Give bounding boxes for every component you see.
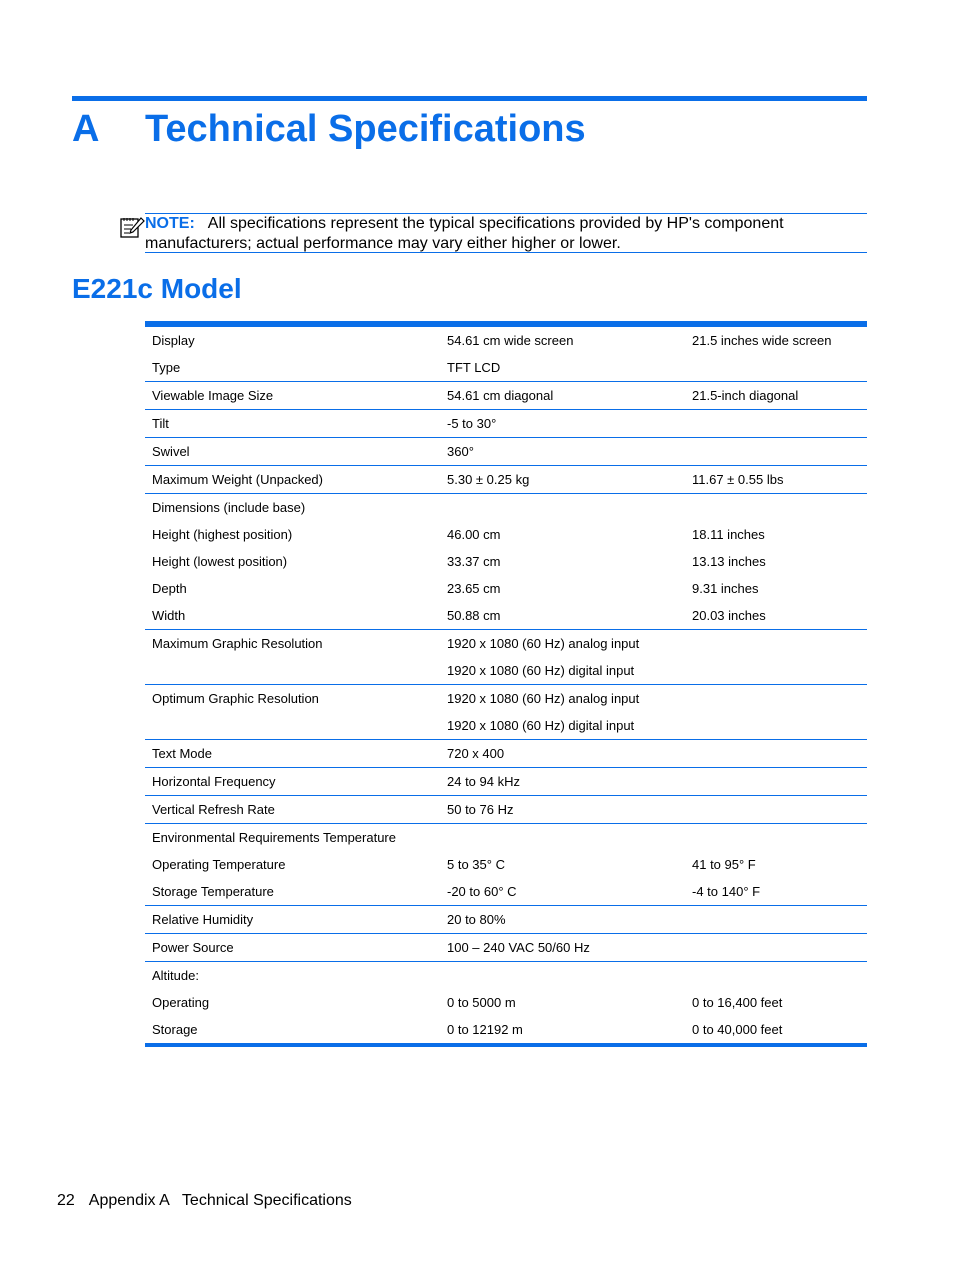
spec-imperial-cell xyxy=(685,685,867,740)
spec-imperial-value: 13.13 inches xyxy=(692,554,766,569)
chapter-title: Technical Specifications xyxy=(145,108,586,150)
spec-label xyxy=(152,712,440,739)
spec-imperial-cell xyxy=(685,324,867,382)
spec-imperial-cell xyxy=(685,438,867,466)
spec-metric-value: 720 x 400 xyxy=(447,746,505,761)
spec-group xyxy=(145,768,867,796)
spec-imperial-value: 21.5-inch diagonal xyxy=(692,388,799,403)
spec-label: Type xyxy=(152,360,181,375)
spec-label: Operating xyxy=(152,995,210,1010)
spec-label-cell xyxy=(145,382,440,410)
spec-label: Depth xyxy=(152,581,187,596)
spec-label: Relative Humidity xyxy=(152,912,254,927)
spec-metric-value: 24 to 94 kHz xyxy=(447,774,520,789)
spec-imperial-value xyxy=(692,438,867,465)
chapter-heading xyxy=(72,106,586,152)
spec-imperial-value: 41 to 95° F xyxy=(692,857,756,872)
spec-group xyxy=(145,740,867,768)
spec-label: Dimensions (include base) xyxy=(152,500,306,515)
spec-metric-value: 100 – 240 VAC 50/60 Hz xyxy=(447,940,590,955)
spec-metric-value: 1920 x 1080 (60 Hz) digital input xyxy=(447,718,635,733)
spec-imperial-value xyxy=(692,962,867,989)
spec-imperial-value xyxy=(692,934,867,961)
spec-label-cell xyxy=(145,934,440,962)
spec-imperial-value xyxy=(692,824,867,851)
spec-metric-cell xyxy=(440,494,685,630)
spec-metric-cell xyxy=(440,438,685,466)
spec-label: Power Source xyxy=(152,940,234,955)
spec-imperial-value: 9.31 inches xyxy=(692,581,759,596)
chapter-rule xyxy=(72,96,867,101)
spec-imperial-cell xyxy=(685,796,867,824)
spec-group xyxy=(145,796,867,824)
note-box xyxy=(145,213,867,253)
spec-metric-value: 1920 x 1080 (60 Hz) analog input xyxy=(447,691,640,706)
spec-imperial-cell xyxy=(685,466,867,494)
spec-label-cell xyxy=(145,494,440,630)
spec-imperial-cell xyxy=(685,906,867,934)
spec-metric-value: 1920 x 1080 (60 Hz) digital input xyxy=(447,663,635,678)
spec-metric-value: 33.37 cm xyxy=(447,554,501,569)
spec-metric-value xyxy=(447,824,685,851)
spec-metric-value: 1920 x 1080 (60 Hz) analog input xyxy=(447,636,640,651)
spec-group xyxy=(145,906,867,934)
spec-imperial-cell xyxy=(685,934,867,962)
spec-label: Storage xyxy=(152,1022,198,1037)
spec-metric-cell xyxy=(440,382,685,410)
spec-metric-cell xyxy=(440,768,685,796)
spec-imperial-cell xyxy=(685,768,867,796)
spec-table xyxy=(145,321,867,1047)
spec-group xyxy=(145,934,867,962)
spec-metric-value: 23.65 cm xyxy=(447,581,501,596)
spec-imperial-value: 0 to 16,400 feet xyxy=(692,995,783,1010)
spec-imperial-value: 20.03 inches xyxy=(692,608,766,623)
spec-metric-value xyxy=(447,962,685,989)
spec-label: Maximum Weight (Unpacked) xyxy=(152,472,323,487)
spec-label: Height (lowest position) xyxy=(152,554,288,569)
spec-label-cell xyxy=(145,740,440,768)
spec-imperial-value xyxy=(692,354,867,381)
spec-imperial-value xyxy=(692,657,867,684)
spec-label: Altitude: xyxy=(152,968,199,983)
spec-imperial-cell xyxy=(685,410,867,438)
spec-label-cell xyxy=(145,630,440,685)
spec-imperial-value xyxy=(692,685,867,712)
spec-imperial-cell xyxy=(685,740,867,768)
spec-label-cell xyxy=(145,324,440,382)
spec-metric-cell xyxy=(440,466,685,494)
spec-metric-value: 54.61 cm wide screen xyxy=(447,333,574,348)
spec-label: Height (highest position) xyxy=(152,527,293,542)
spec-metric-cell xyxy=(440,796,685,824)
spec-metric-value: 5 to 35° C xyxy=(447,857,505,872)
spec-metric-cell xyxy=(440,630,685,685)
spec-label: Viewable Image Size xyxy=(152,388,274,403)
spec-group xyxy=(145,438,867,466)
spec-label: Maximum Graphic Resolution xyxy=(152,636,323,651)
spec-metric-value: 0 to 12192 m xyxy=(447,1022,523,1037)
spec-label: Width xyxy=(152,608,186,623)
note-body: All specifications represent the typical specifications provided by HP's component manufacturers; actual performance may vary either higher or lower. xyxy=(145,215,784,252)
spec-imperial-value xyxy=(692,796,867,823)
spec-label xyxy=(152,657,440,684)
spec-imperial-value xyxy=(692,740,867,767)
spec-label-cell xyxy=(145,466,440,494)
spec-metric-value: 46.00 cm xyxy=(447,527,501,542)
spec-label: Operating Temperature xyxy=(152,857,286,872)
note-label: NOTE: xyxy=(145,215,195,232)
spec-imperial-value xyxy=(692,768,867,795)
spec-metric-value: 360° xyxy=(447,444,474,459)
spec-group xyxy=(145,824,867,906)
spec-metric-value: 50 to 76 Hz xyxy=(447,802,514,817)
spec-metric-value: 5.30 ± 0.25 kg xyxy=(447,472,530,487)
spec-imperial-cell xyxy=(685,630,867,685)
spec-imperial-cell xyxy=(685,382,867,410)
spec-group xyxy=(145,685,867,740)
spec-label: Storage Temperature xyxy=(152,884,274,899)
footer-text: Appendix A Technical Specifications xyxy=(88,1192,352,1209)
spec-label-cell xyxy=(145,796,440,824)
spec-label: Swivel xyxy=(152,444,190,459)
spec-label-cell xyxy=(145,824,440,906)
spec-metric-value: -20 to 60° C xyxy=(447,884,517,899)
spec-imperial-value: -4 to 140° F xyxy=(692,884,761,899)
spec-metric-cell xyxy=(440,906,685,934)
spec-metric-value: TFT LCD xyxy=(447,360,501,375)
spec-label-cell xyxy=(145,410,440,438)
chapter-letter: A xyxy=(72,108,100,150)
spec-label-cell xyxy=(145,685,440,740)
section-title: E221c Model xyxy=(72,273,242,304)
spec-label: Display xyxy=(152,333,195,348)
spec-metric-value: 54.61 cm diagonal xyxy=(447,388,554,403)
spec-imperial-cell xyxy=(685,494,867,630)
spec-label: Optimum Graphic Resolution xyxy=(152,691,319,706)
spec-group xyxy=(145,410,867,438)
spec-metric-cell xyxy=(440,740,685,768)
spec-metric-cell xyxy=(440,410,685,438)
spec-imperial-value: 21.5 inches wide screen xyxy=(692,333,832,348)
spec-label-cell xyxy=(145,768,440,796)
spec-label: Tilt xyxy=(152,416,169,431)
page-number: 22 xyxy=(57,1192,75,1209)
spec-group xyxy=(145,324,867,382)
spec-metric-cell xyxy=(440,962,685,1046)
spec-metric-cell xyxy=(440,824,685,906)
spec-label: Vertical Refresh Rate xyxy=(152,802,275,817)
note-icon xyxy=(119,214,145,240)
spec-group xyxy=(145,494,867,630)
note-text-block xyxy=(145,214,867,254)
spec-imperial-value xyxy=(692,494,867,521)
spec-imperial-value xyxy=(692,410,867,437)
spec-label: Text Mode xyxy=(152,746,212,761)
spec-group xyxy=(145,962,867,1046)
spec-imperial-value: 18.11 inches xyxy=(692,527,765,542)
spec-group xyxy=(145,382,867,410)
spec-metric-value: 0 to 5000 m xyxy=(447,995,516,1010)
spec-metric-value: 20 to 80% xyxy=(447,912,506,927)
spec-group xyxy=(145,466,867,494)
spec-group xyxy=(145,630,867,685)
spec-metric-cell xyxy=(440,934,685,962)
spec-label-cell xyxy=(145,906,440,934)
spec-imperial-value: 11.67 ± 0.55 lbs xyxy=(692,472,784,487)
spec-label: Environmental Requirements Temperature xyxy=(152,830,396,845)
spec-imperial-value xyxy=(692,906,867,933)
spec-label-cell xyxy=(145,962,440,1046)
spec-imperial-value xyxy=(692,712,867,739)
spec-label-cell xyxy=(145,438,440,466)
page-footer xyxy=(57,1190,366,1212)
spec-imperial-cell xyxy=(685,962,867,1046)
spec-metric-value xyxy=(447,494,685,521)
spec-label: Horizontal Frequency xyxy=(152,774,276,789)
spec-imperial-value xyxy=(692,630,867,657)
spec-metric-value: 50.88 cm xyxy=(447,608,501,623)
spec-imperial-cell xyxy=(685,824,867,906)
spec-metric-cell xyxy=(440,685,685,740)
spec-metric-value: -5 to 30° xyxy=(447,416,497,431)
spec-metric-cell xyxy=(440,324,685,382)
spec-imperial-value: 0 to 40,000 feet xyxy=(692,1022,783,1037)
